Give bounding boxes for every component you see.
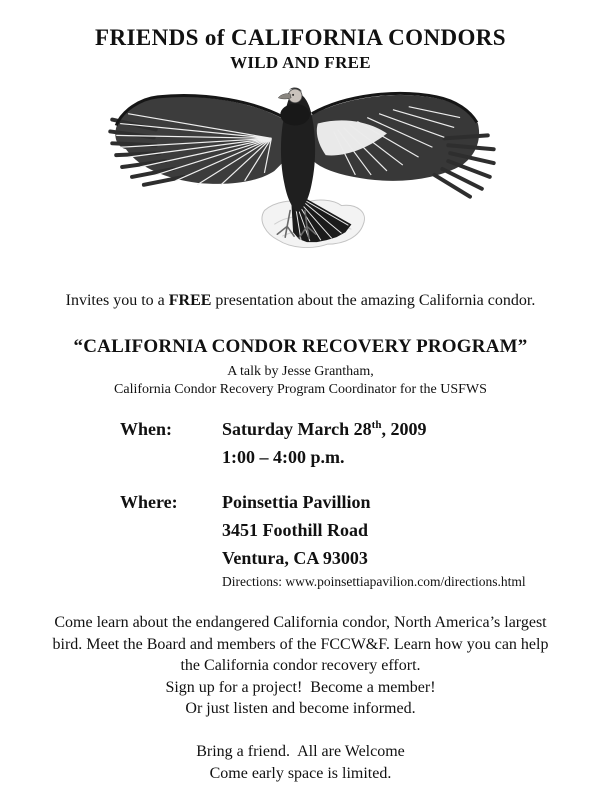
body-paragraph: [0, 612, 601, 720]
condor-illustration: [106, 84, 496, 252]
closing-line: Bring a friend. All are Welcome: [196, 742, 405, 760]
where-values: [222, 488, 526, 592]
page-title: FRIENDS of CALIFORNIA CONDORS: [95, 25, 506, 50]
body-line: the California condor recovery effort.: [180, 657, 421, 674]
venue-street: 3451 Foothill Road: [222, 520, 369, 540]
when-date: [222, 415, 426, 443]
venue-name: Poinsettia Pavillion: [222, 492, 371, 512]
where-label: Where:: [120, 492, 178, 512]
body-line: Or just listen and become informed.: [185, 700, 416, 717]
when-date-year: , 2009: [381, 419, 427, 439]
closing-line: Come early space is limited.: [209, 764, 392, 782]
directions-url: Directions: www.poinsettiapavilion.com/directions.html: [222, 574, 526, 589]
schedule-section: [0, 415, 601, 592]
body-line: Sign up for a project! Become a member!: [165, 678, 436, 696]
speaker-role-line: California Condor Recovery Program Coordinator for the USFWS: [114, 382, 487, 397]
where-row: [0, 488, 601, 592]
when-row: [0, 415, 601, 471]
invite-suffix: presentation about the amazing California condor.: [211, 292, 536, 309]
speaker-line: A talk by Jesse Grantham,: [227, 364, 374, 379]
invite-prefix: Invites you to a: [65, 292, 169, 309]
body-line: bird. Meet the Board and members of the FCCW&F. Learn how you can help: [52, 635, 549, 653]
program-title: “CALIFORNIA CONDOR RECOVERY PROGRAM”: [73, 336, 528, 357]
when-label: When:: [120, 419, 173, 439]
when-date-text: Saturday March 28: [222, 419, 372, 439]
invite-line: [0, 292, 601, 310]
when-time: 1:00 – 4:00 p.m.: [222, 447, 345, 467]
venue-city: Ventura, CA 93003: [222, 548, 368, 568]
body-line: Come learn about the endangered California condor, North America’s largest: [54, 614, 547, 631]
closing-section: [0, 741, 601, 785]
condor-drawing-icon: [106, 84, 496, 252]
when-date-ordinal: th: [371, 419, 382, 431]
when-values: [222, 415, 426, 471]
invite-free-emphasis: FREE: [168, 292, 212, 309]
page-subtitle: WILD AND FREE: [230, 53, 371, 72]
